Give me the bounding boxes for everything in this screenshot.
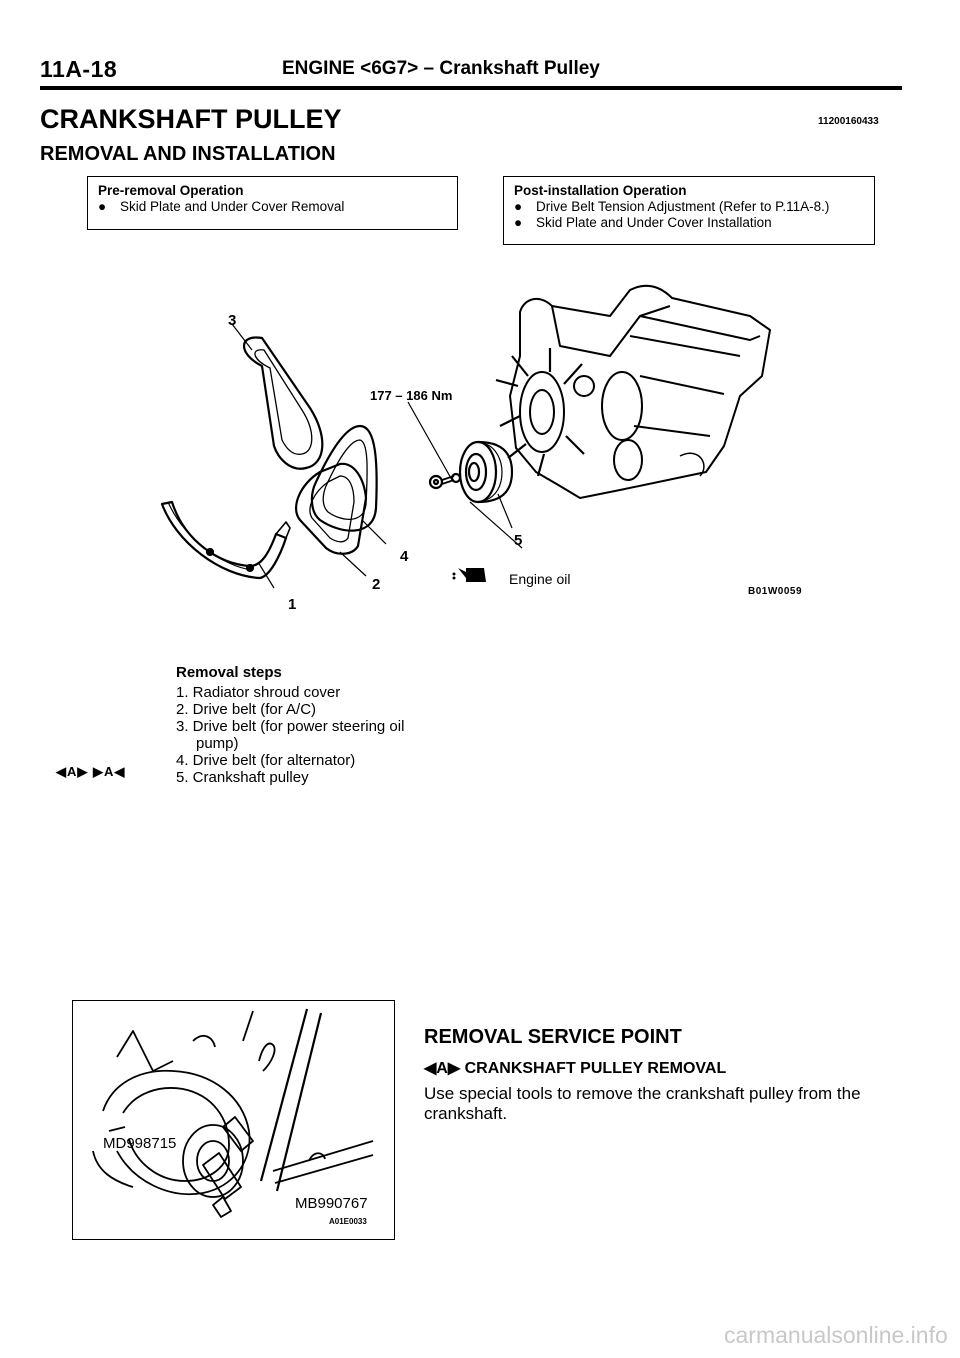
document-code: 11200160433 (818, 116, 879, 127)
list-item: ● Skid Plate and Under Cover Removal (98, 199, 345, 214)
service-point-subtitle: ◀A▶ CRANKSHAFT PULLEY REMOVAL (424, 1060, 727, 1077)
list-item: 3. Drive belt (for power steering oil (176, 718, 405, 735)
pre-removal-box (87, 176, 458, 230)
callout-5: 5 (514, 532, 523, 549)
pre-removal-heading: Pre-removal Operation (98, 183, 244, 198)
callout-1: 1 (288, 596, 297, 613)
service-point-markers: ◀A▶ ▶A◀ (56, 764, 126, 779)
removal-steps-heading: Removal steps (176, 664, 282, 681)
engine-oil-label: Engine oil (509, 571, 571, 587)
crankshaft-pulley (460, 442, 512, 502)
exploded-view-diagram (140, 276, 840, 636)
service-point-text: Use special tools to remove the crankshaft pulley from the crankshaft. (424, 1084, 861, 1123)
radiator-shroud-cover (162, 502, 286, 578)
watermark: carmanualsonline.info (724, 1322, 948, 1348)
list-item-continuation: pump) (196, 735, 239, 752)
subsection-title: REMOVAL AND INSTALLATION (40, 143, 336, 165)
tool-figure-code: A01E0033 (329, 1217, 367, 1226)
figure-code: B01W0059 (748, 586, 803, 597)
removal-steps (176, 664, 404, 786)
callout-4: 4 (400, 548, 409, 565)
tool-label-mb990767: MB990767 (295, 1195, 368, 1212)
torque-label: 177 – 186 Nm (370, 388, 453, 403)
list-item: 1. Radiator shroud cover (176, 684, 341, 701)
callout-3: 3 (228, 312, 237, 329)
list-item: ● Skid Plate and Under Cover Installation (514, 215, 772, 230)
list-item: 4. Drive belt (for alternator) (176, 752, 356, 769)
engine-block (496, 286, 770, 498)
section-title: CRANKSHAFT PULLEY (40, 104, 342, 134)
header-rule (40, 86, 902, 90)
belt-ac (296, 464, 366, 554)
post-installation-heading: Post-installation Operation (514, 183, 687, 198)
list-item: ● Drive Belt Tension Adjustment (Refer to P.11A-8.) (514, 199, 830, 214)
callout-2: 2 (372, 576, 381, 593)
list-item: 5. Crankshaft pulley (176, 769, 309, 786)
header-title: ENGINE <6G7> – Crankshaft Pulley (282, 58, 600, 79)
pulley-bolt (430, 474, 460, 488)
special-tool-figure (72, 1000, 395, 1240)
post-installation-box (503, 176, 875, 245)
service-point-title: REMOVAL SERVICE POINT (424, 1026, 682, 1048)
page-number: 11A-18 (40, 56, 118, 82)
list-item: 2. Drive belt (for A/C) (176, 701, 317, 718)
tool-label-md998715: MD998715 (103, 1135, 177, 1152)
oil-can-icon (453, 568, 487, 582)
